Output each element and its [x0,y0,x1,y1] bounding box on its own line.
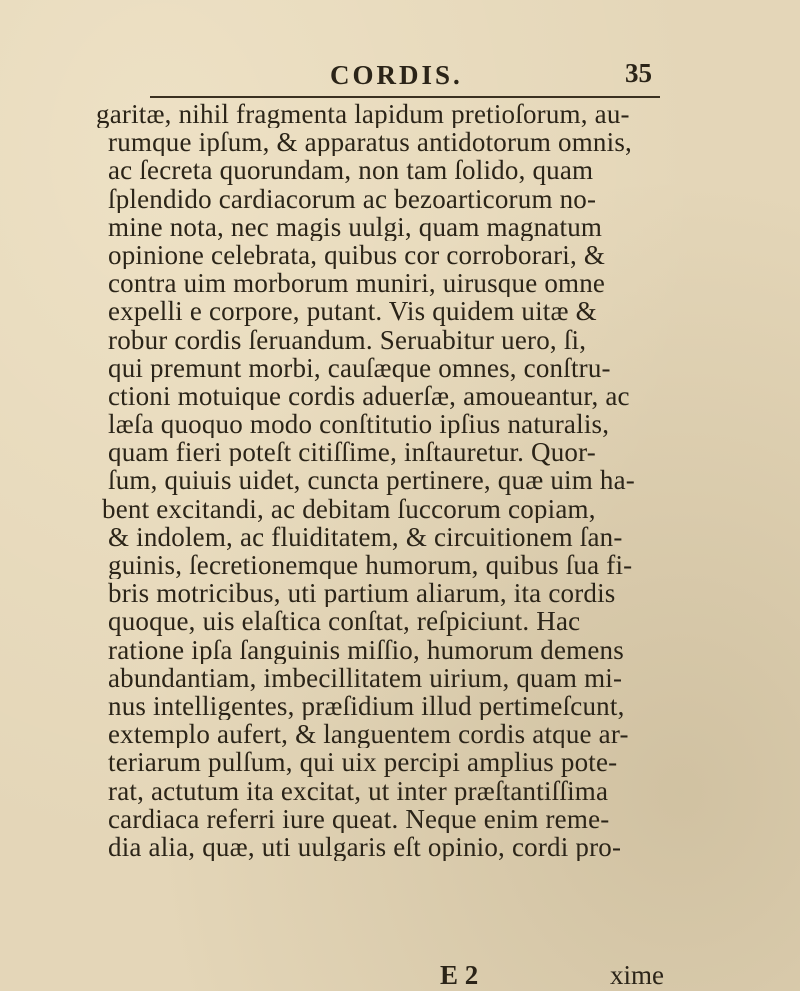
text-line: ſplendido cardiacorum ac bezoarticorum no- [108,184,597,213]
text-line: mine nota, nec magis uulgi, quam magnatum [108,212,603,241]
page-number: 35 [625,58,652,88]
text-line: bent excitandi, ac debitam ſuccorum copiam, [102,494,596,523]
body-text [96,100,696,861]
text-line: opinione celebrata, quibus cor corroborari, & [108,240,606,270]
text-line: dia alia, quæ, uti uulgaris eſt opinio, cordi pro- [108,832,622,862]
page-header [150,56,660,98]
text-line: bris motricibus, uti partium aliarum, ita cordis [108,579,616,608]
catchword: xime [610,960,664,990]
text-line: ctioni motuique cordis aduerſæ, amoueantur, ac [108,381,630,411]
text-line: teriarum pulſum, qui uix percipi amplius pote- [108,748,618,777]
text-line: quoque, uis elaſtica conſtat, reſpiciunt. Hac [108,607,581,636]
text-line: extemplo aufert, & languentem cordis atque ar- [108,720,629,749]
text-line: rat, actutum ita excitat, ut inter præſtantiſſima [108,776,609,805]
text-line: cardiaca referri iure queat. Neque enim reme- [108,804,610,833]
text-line: qui premunt morbi, cauſæque omnes, conſtru- [108,353,611,382]
text-line: expelli e corpore, putant. Vis quidem uitæ & [108,297,597,326]
text-line: quam fieri poteſt citiſſime, inſtauretur. Quor- [108,438,596,467]
text-line: garitæ, nihil fragmenta lapidum pretioſorum, au- [96,100,630,129]
text-line: rumque ipſum, & apparatus antidotorum omnis, [108,128,632,157]
text-line: nus intelligentes, præſidium illud pertimeſcunt, [108,691,625,721]
text-line: læſa quoquo modo conſtitutio ipſius naturalis, [108,410,610,439]
text-line: ac ſecreta quorundam, non tam ſolido, quam [108,156,594,185]
signature-mark: E 2 [440,960,479,990]
text-line: contra uim morborum muniri, uirusque omne [108,269,606,298]
text-line: ſum, quiuis uidet, cuncta pertinere, quæ uim ha- [108,466,635,495]
running-head: CORDIS. [330,60,463,90]
text-line: guinis, ſecretionemque humorum, quibus ſua fi- [108,551,633,580]
text-line: & indolem, ac fluiditatem, & circuitionem ſan- [108,522,623,551]
text-line: ratione ipſa ſanguinis miſſio, humorum demens [108,635,624,664]
text-line: abundantiam, imbecillitatem uirium, quam mi- [108,663,623,692]
text-line: robur cordis ſeruandum. Seruabitur uero, ſi, [108,325,587,354]
